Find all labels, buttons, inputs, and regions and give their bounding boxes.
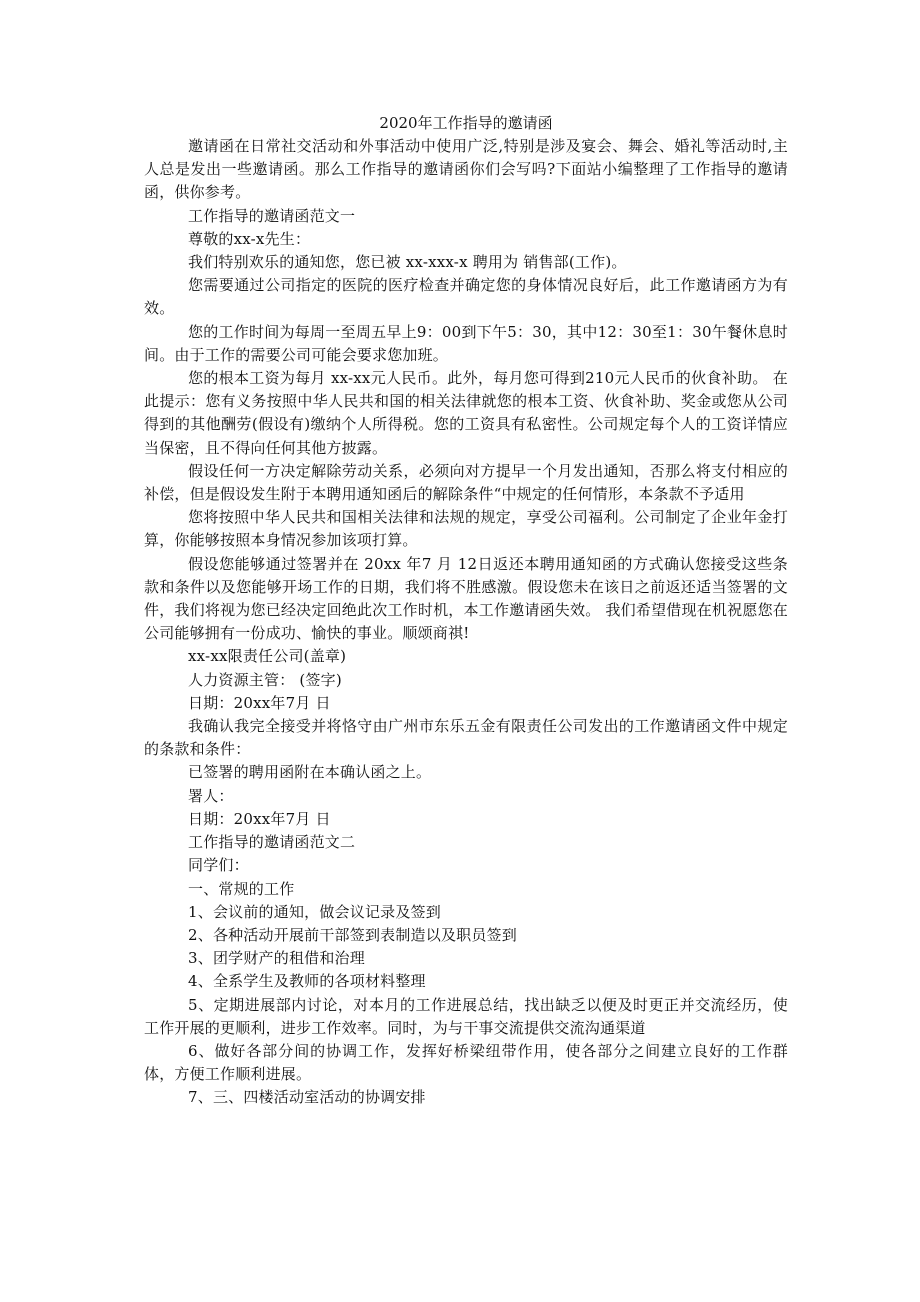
paragraph: 假设您能够通过签署并在 20xx 年7 月 12日返还本聘用通知函的方式确认您接受这些条款和条件以及您能够开场工作的日期，我们将不胜感激。假设您未在该日之前返还适当签署的文件，我们将视为您已经决定回绝此次工作时机，本工作邀请函失效。 我们希望借现在机祝愿您在公司能够拥有一份成功、愉快的事业。顺颂商祺! xyxy=(144,554,788,643)
paragraph: 3、团学财产的租借和治理 xyxy=(188,949,365,968)
paragraph: 人力资源主管： (签字) xyxy=(188,670,342,689)
document-page xyxy=(144,112,788,1110)
paragraph: 我们特别欢乐的通知您，您已被 xx-xxx-x 聘用为 销售部(工作)。 xyxy=(188,253,627,272)
paragraph: 您的工作时间为每周一至周五早上9：00到下午5：30，其中12：30至1：30午餐休息时间。由于工作的需要公司可能会要求您加班。 xyxy=(144,322,788,364)
paragraph: 日期：20xx年7月 日 xyxy=(188,809,331,828)
document-body xyxy=(144,135,788,1110)
paragraph: 工作指导的邀请函范文一 xyxy=(188,206,356,225)
paragraph: 假设任何一方决定解除劳动关系，必须向对方提早一个月发出通知，否那么将支付相应的补偿，但是假设发生附于本聘用通知函后的解除条件“中规定的任何情形，本条款不予适用 xyxy=(144,461,788,504)
paragraph: 邀请函在日常社交活动和外事活动中使用广泛,特别是涉及宴会、舞会、婚礼等活动时,主人总是发出一些邀请函。那么工作指导的邀请函你们会写吗?下面站小编整理了工作指导的邀请函，供你参考。 xyxy=(144,137,788,202)
paragraph: 2、各种活动开展前干部签到表制造以及职员签到 xyxy=(188,925,517,944)
paragraph: 署人： xyxy=(188,786,234,805)
document-title: 2020年工作指导的邀请函 xyxy=(379,114,553,132)
paragraph: 4、全系学生及教师的各项材料整理 xyxy=(188,972,426,991)
paragraph: 您的根本工资为每月 xx-xx元人民币。此外，每月您可得到210元人民币的伙食补助。 在此提示：您有义务按照中华人民共和国的相关法律就您的根本工资、伙食补助、奖金或您从公司得到的其他酬劳(假设有)缴纳个人所得税。您的工资具有私密性。公司规定每个人的工资详情应当保密，且不得向任何其他方披露。 xyxy=(144,369,788,457)
paragraph: 5、定期进展部内讨论，对本月的工作进展总结，找出缺乏以便及时更正并交流经历，使工作开展的更顺利，进步工作效率。同时，为与干事交流提供交流沟通渠道 xyxy=(144,995,788,1037)
paragraph: 1、会议前的通知，做会议记录及签到 xyxy=(188,902,441,921)
paragraph: 日期：20xx年7月 日 xyxy=(188,693,331,712)
paragraph: xx-xx限责任公司(盖章) xyxy=(188,647,347,666)
paragraph: 7、三、四楼活动室活动的协调安排 xyxy=(188,1088,426,1107)
paragraph: 尊敬的xx-x先生： xyxy=(188,229,311,248)
paragraph: 工作指导的邀请函范文二 xyxy=(188,833,356,852)
paragraph: 您需要通过公司指定的医院的医疗检查并确定您的身体情况良好后，此工作邀请函方为有效。 xyxy=(144,276,788,318)
paragraph: 6、做好各部分间的协调工作，发挥好桥梁纽带作用，使各部分之间建立良好的工作群体，方便工作顺利进展。 xyxy=(144,1041,788,1084)
paragraph: 同学们： xyxy=(188,856,249,875)
paragraph: 一、常规的工作 xyxy=(188,879,295,898)
paragraph: 您将按照中华人民共和国相关法律和法规的规定，享受公司福利。公司制定了企业年金打算，你能够按照本身情况参加该项打算。 xyxy=(144,508,788,550)
paragraph: 我确认我完全接受并将恪守由广州市东乐五金有限责任公司发出的工作邀请函文件中规定的条款和条件： xyxy=(144,717,788,759)
paragraph: 已签署的聘用函附在本确认函之上。 xyxy=(188,763,432,782)
